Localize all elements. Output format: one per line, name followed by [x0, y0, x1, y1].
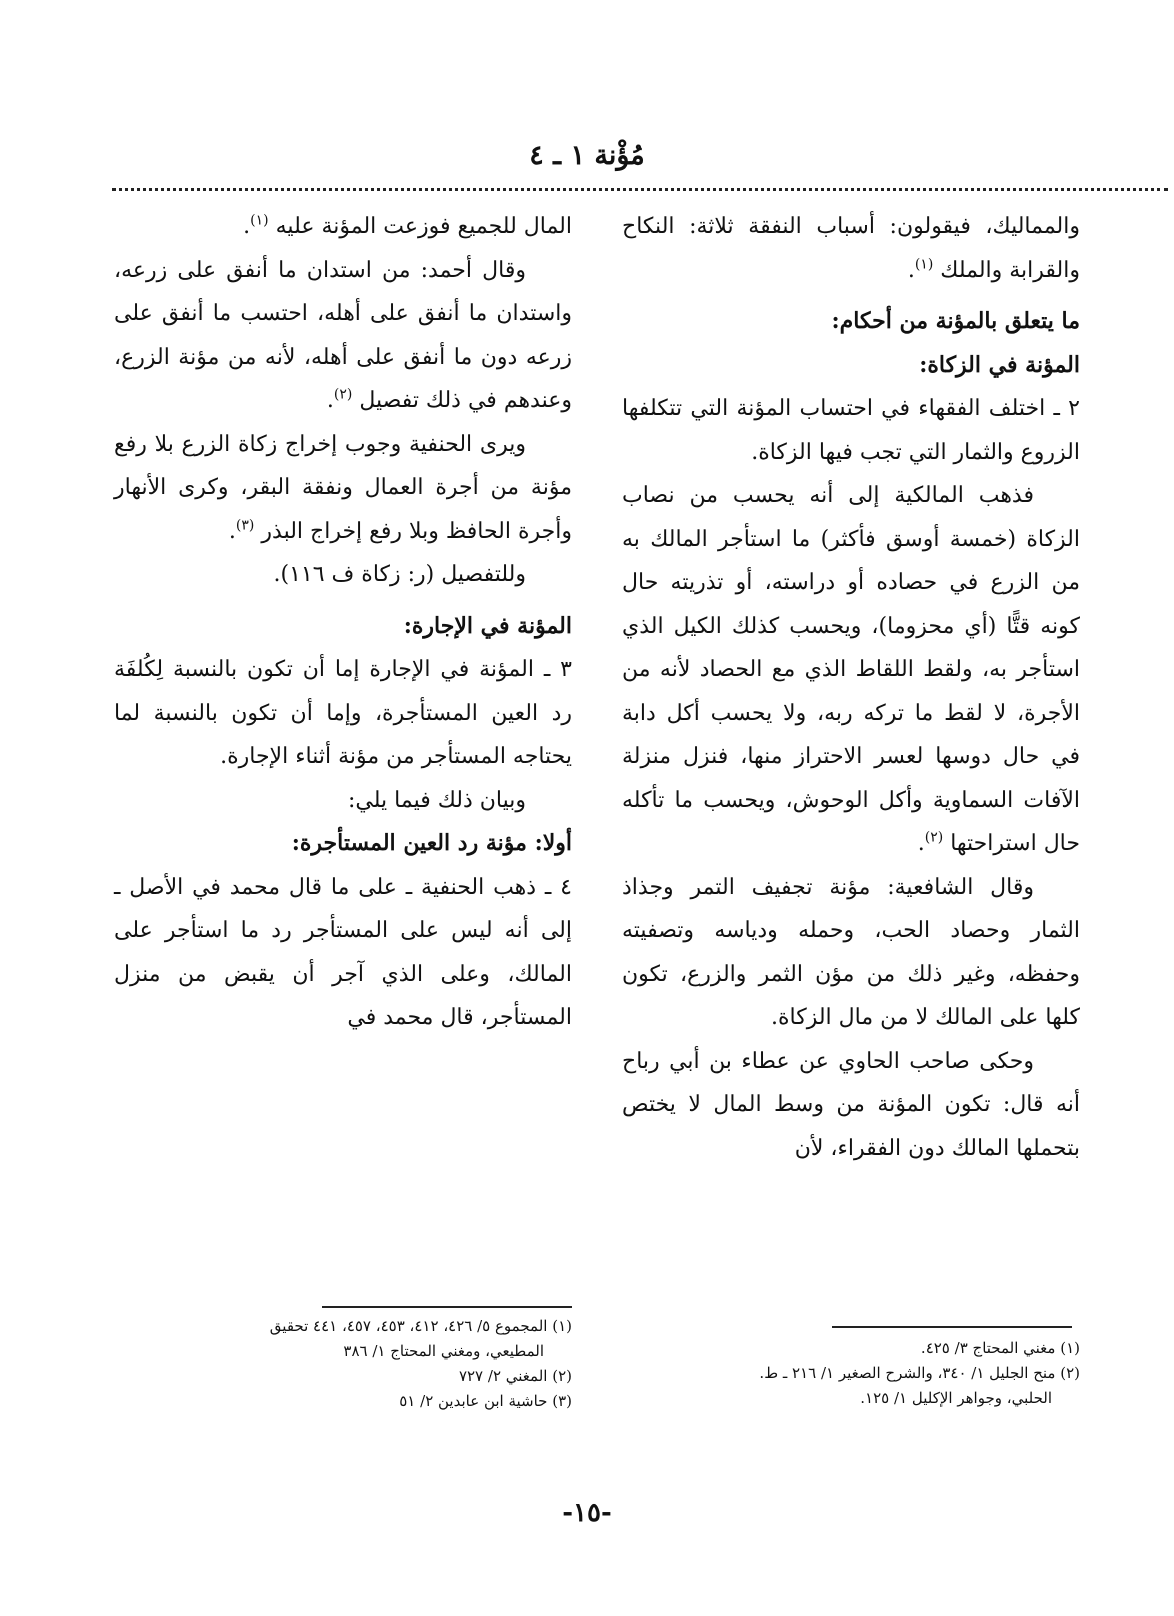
paragraph: ويرى الحنفية وجوب إخراج زكاة الزرع بلا رفع مؤنة من أجرة العمال ونفقة البقر، وكرى الأنهار وأجرة الحافظ وبلا رفع إخراج البذر $^{(٣)}$.: [114, 431, 572, 544]
footnote-divider: [322, 1306, 572, 1308]
paragraph: ٣ ـ المؤنة في الإجارة إما أن تكون بالنسبة لِكُلفَة رد العين المستأجرة، وإما أن تكون بالنسبة لما يحتاجه المستأجر من مؤنة أثناء الإجارة.: [114, 657, 572, 769]
footnote: (٢) المغني ٢/ ٧٢٧: [458, 1367, 572, 1385]
paragraph: المال للجميع فوزعت المؤنة عليه $^{(١)}$.: [243, 212, 572, 239]
paragraph: وقال الشافعية: مؤنة تجفيف التمر وجذاذ الثمار وحصاد الحب، وحمله ودياسه وتصفيته وحفظه، وغير ذلك من مؤن الثمر والزرع، تكون كلها على المالك لا من مال الزكاة.: [622, 874, 1080, 1030]
subsection-heading: المؤنة في الزكاة:: [919, 351, 1080, 378]
paragraph: وحكى صاحب الحاوي عن عطاء بن أبي رباح أنه قال: تكون المؤنة من وسط المال لا يختص بتحملها المالك دون الفقراء، لأن: [622, 1048, 1080, 1161]
page-header: مُؤْنة ١ ـ ٤: [529, 140, 645, 171]
paragraph: والمماليك، فيقولون: أسباب النفقة ثلاثة: النكاح والقرابة والملك $^{(١)}$.: [622, 214, 1080, 283]
footnote: (١) المجموع ٥/ ٤٢٦، ٤١٢، ٤٥٣، ٤٥٧، ٤٤١ تحقيق: [269, 1317, 572, 1335]
footnote-ref: (١): [914, 256, 934, 273]
footnote-continuation: الحلبي، وجواهر الإكليل ١/ ١٢٥.: [860, 1389, 1052, 1407]
subsection-heading: أولا: مؤنة رد العين المستأجرة:: [291, 830, 572, 856]
paragraph: وللتفصيل (ر: زكاة ف ١١٦).: [273, 562, 526, 587]
footnotes-left: [114, 1314, 572, 1414]
footnotes-right: [622, 1336, 1080, 1411]
section-heading: ما يتعلق بالمؤنة من أحكام:: [831, 308, 1080, 334]
footnote-ref: (٢): [924, 829, 944, 846]
footnote-ref: (١): [250, 212, 269, 229]
paragraph: ٢ ـ اختلف الفقهاء في احتساب المؤنة التي تتكلفها الزروع والثمار التي تجب فيها الزكاة.: [622, 396, 1080, 465]
section-heading: المؤنة في الإجارة:: [403, 612, 572, 639]
header-divider: [112, 188, 1168, 191]
paragraph: وقال أحمد: من استدان ما أنفق على زرعه، واستدان ما أنفق على أهله، احتسب ما أنفق على زرعه دون ما أنفق على أهله، لأنه من مؤنة الزرع، وعندهم في ذلك تفصيل $^{(٢)}$.: [114, 257, 572, 413]
right-column: [622, 205, 1080, 1170]
footnote: (٢) منح الجليل ١/ ٣٤٠، والشرح الصغير ١/ ٢١٦ ـ ط.: [759, 1364, 1080, 1382]
left-column: [114, 205, 572, 1040]
footnote-ref: (٣): [235, 517, 255, 534]
page-number: -١٥-: [562, 1498, 612, 1528]
footnote: (١) مغني المحتاج ٣/ ٤٢٥.: [920, 1339, 1080, 1357]
footnote-continuation: المطيعي، ومغني المحتاج ١/ ٣٨٦: [343, 1342, 544, 1360]
paragraph: فذهب المالكية إلى أنه يحسب من نصاب الزكاة (خمسة أوسق فأكثر) ما استأجر المالك به من الزرع في حصاده أو دراسته، أو تذريته حال كونه قتًّا (أي محزوما)، ويحسب كذلك الكيل الذي استأجر به، ولقط اللقاط الذي مع الحصاد لأنه من الأجرة، لا لقط ما تركه ربه، ولا يحسب أكل دابة في حال دوسها لعسر الاحتراز منها، فنزل منزلة الآفات السماوية وأكل الوحوش، ويحسب ما تأكله حال استراحتها $^{(٢)}$.: [622, 483, 1080, 856]
paragraph: وبيان ذلك فيما يلي:: [348, 787, 526, 813]
footnote-divider: [832, 1326, 1072, 1328]
footnote-ref: (٢): [333, 386, 353, 403]
paragraph: ٤ ـ ذهب الحنفية ـ على ما قال محمد في الأصل ـ إلى أنه ليس على المستأجر رد ما استأجر على المالك، وعلى الذي آجر أن يقبض من منزل المستأجر، قال محمد في: [114, 874, 572, 1030]
footnote: (٣) حاشية ابن عابدين ٢/ ٥١: [399, 1392, 572, 1410]
